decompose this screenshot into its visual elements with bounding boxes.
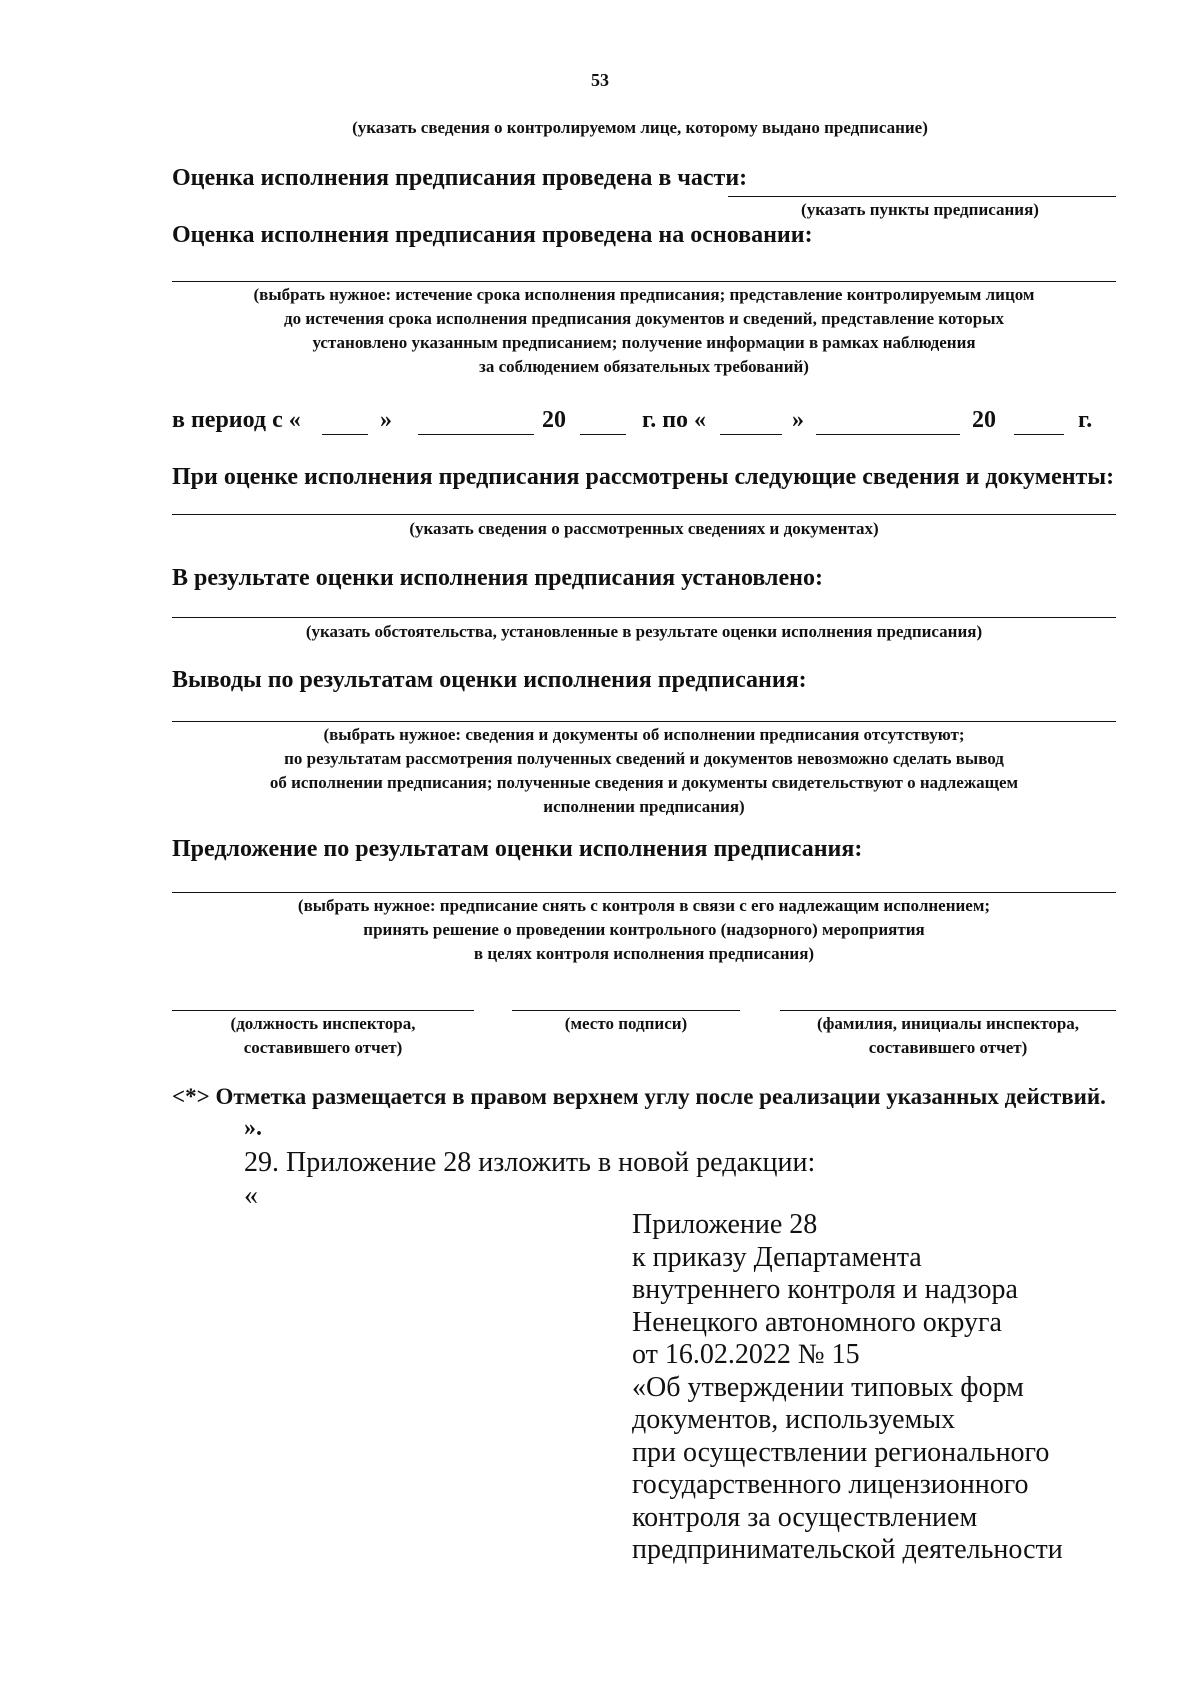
conclusions-hint-line-4: исполнении предписания) bbox=[543, 797, 745, 816]
period-year-suffix: г. bbox=[1078, 407, 1093, 433]
appendix-line-10: контроля за осуществлением bbox=[632, 1501, 978, 1533]
appendix-header bbox=[632, 1209, 1063, 1567]
period-year-prefix-2: 20 bbox=[972, 407, 996, 433]
period-close-quote-2: » bbox=[792, 407, 804, 433]
amendment-item: 29. Приложение 28 изложить в новой редакции: bbox=[244, 1147, 816, 1178]
appendix-line-8: при осуществлении регионального bbox=[632, 1436, 1050, 1468]
conclusions-hint-line-1: (выбрать нужное: сведения и документы об исполнении предписания отсутствуют; bbox=[323, 725, 965, 744]
appendix-line-1: Приложение 28 bbox=[632, 1209, 818, 1240]
signature-place-line bbox=[512, 1010, 740, 1011]
appendix-line-5: от 16.02.2022 № 15 bbox=[632, 1339, 860, 1370]
controlled-person-hint: (указать сведения о контролируемом лице, которому выдано предписание) bbox=[352, 118, 928, 137]
period-year-to-line bbox=[1014, 434, 1064, 435]
conclusions-hint-line-3: об исполнении предписания; полученные сведения и документы свидетельствуют о надлежащем bbox=[269, 773, 1019, 792]
period-day-to-line bbox=[720, 434, 782, 435]
period-month-to-line bbox=[816, 434, 960, 435]
period-month-from-line bbox=[418, 434, 534, 435]
conclusions-label: Выводы по результатам оценки исполнения предписания: bbox=[172, 667, 807, 693]
conclusions-hint-line-2: по результатам рассмотрения полученных сведений и документов невозможно сделать вывод bbox=[284, 749, 1004, 768]
documents-line bbox=[172, 514, 1116, 515]
assessment-basis-hint-line-3: установлено указанным предписанием; получение информации в рамках наблюдения bbox=[312, 333, 976, 352]
proposal-hint-line-1: (выбрать нужное: предписание снять с контроля в связи с его надлежащим исполнением; bbox=[297, 896, 991, 915]
appendix-line-3: внутреннего контроля и надзора bbox=[632, 1274, 1018, 1305]
proposal-hint-line-2: принять решение о проведении контрольного (надзорного) мероприятия bbox=[363, 920, 925, 939]
appendix-line-2: к приказу Департамента bbox=[632, 1241, 922, 1273]
signature-name-line bbox=[780, 1010, 1116, 1011]
assessment-part-label: Оценка исполнения предписания проведена в части: bbox=[172, 165, 748, 191]
assessment-basis-hint-line-4: за соблюдением обязательных требований) bbox=[479, 357, 809, 376]
appendix-line-4: Ненецкого автономного округа bbox=[632, 1306, 1002, 1338]
period-day-from-line bbox=[322, 434, 368, 435]
conclusions-line bbox=[172, 721, 1116, 722]
assessment-basis-hint-line-2: до истечения срока исполнения предписания документов и сведений, представление которых bbox=[283, 309, 1004, 328]
signature-name-hint bbox=[780, 1012, 1116, 1060]
result-label: В результате оценки исполнения предписания установлено: bbox=[172, 565, 823, 591]
opening-quote: « bbox=[244, 1180, 258, 1211]
signature-position-hint-line-2: составившего отчет) bbox=[243, 1038, 403, 1057]
appendix-line-9: государственного лицензионного bbox=[632, 1469, 1029, 1500]
assessment-basis-hint-line-1: (выбрать нужное: истечение срока исполнения предписания; представление контролируемым лицом bbox=[253, 285, 1035, 304]
assessment-basis-hint bbox=[172, 283, 1116, 379]
appendix-line-6: «Об утверждении типовых форм bbox=[632, 1371, 1024, 1403]
period-close-quote-1: » bbox=[380, 407, 392, 433]
signature-position-line bbox=[172, 1010, 474, 1011]
conclusions-hint bbox=[172, 723, 1116, 819]
period-prefix: в период с « bbox=[172, 407, 301, 433]
period-year-from-line bbox=[580, 434, 626, 435]
assessment-part-line bbox=[728, 196, 1116, 197]
page-number: 53 bbox=[591, 70, 609, 90]
signature-name-hint-line-1: (фамилия, инициалы инспектора, bbox=[816, 1014, 1080, 1033]
footnote: <*> Отметка размещается в правом верхнем углу после реализации указанных действий. bbox=[172, 1084, 1106, 1109]
assessment-basis-label: Оценка исполнения предписания проведена на основании: bbox=[172, 222, 813, 248]
signature-name-hint-line-2: составившего отчет) bbox=[868, 1038, 1028, 1057]
proposal-line bbox=[172, 892, 1116, 893]
period-year-prefix-1: 20 bbox=[542, 407, 566, 433]
period-to-text: г. по « bbox=[642, 407, 707, 433]
signature-place-hint: (место подписи) bbox=[564, 1014, 688, 1033]
proposal-hint bbox=[172, 894, 1116, 966]
result-line bbox=[172, 617, 1116, 618]
appendix-line-11: предпринимательской деятельности bbox=[632, 1534, 1063, 1565]
closing-quote: ». bbox=[244, 1115, 262, 1141]
documents-hint: (указать сведения о рассмотренных сведениях и документах) bbox=[409, 519, 879, 538]
documents-label: При оценке исполнения предписания рассмотрены следующие сведения и документы: bbox=[172, 464, 1115, 490]
assessment-part-hint: (указать пункты предписания) bbox=[801, 200, 1039, 219]
assessment-basis-line bbox=[172, 281, 1116, 282]
appendix-line-7: документов, используемых bbox=[632, 1404, 956, 1435]
signature-position-hint bbox=[172, 1012, 474, 1060]
signature-position-hint-line-1: (должность инспектора, bbox=[230, 1014, 416, 1033]
result-hint: (указать обстоятельства, установленные в результате оценки исполнения предписания) bbox=[305, 622, 983, 641]
proposal-hint-line-3: в целях контроля исполнения предписания) bbox=[473, 944, 815, 963]
proposal-label: Предложение по результатам оценки исполнения предписания: bbox=[172, 836, 863, 862]
